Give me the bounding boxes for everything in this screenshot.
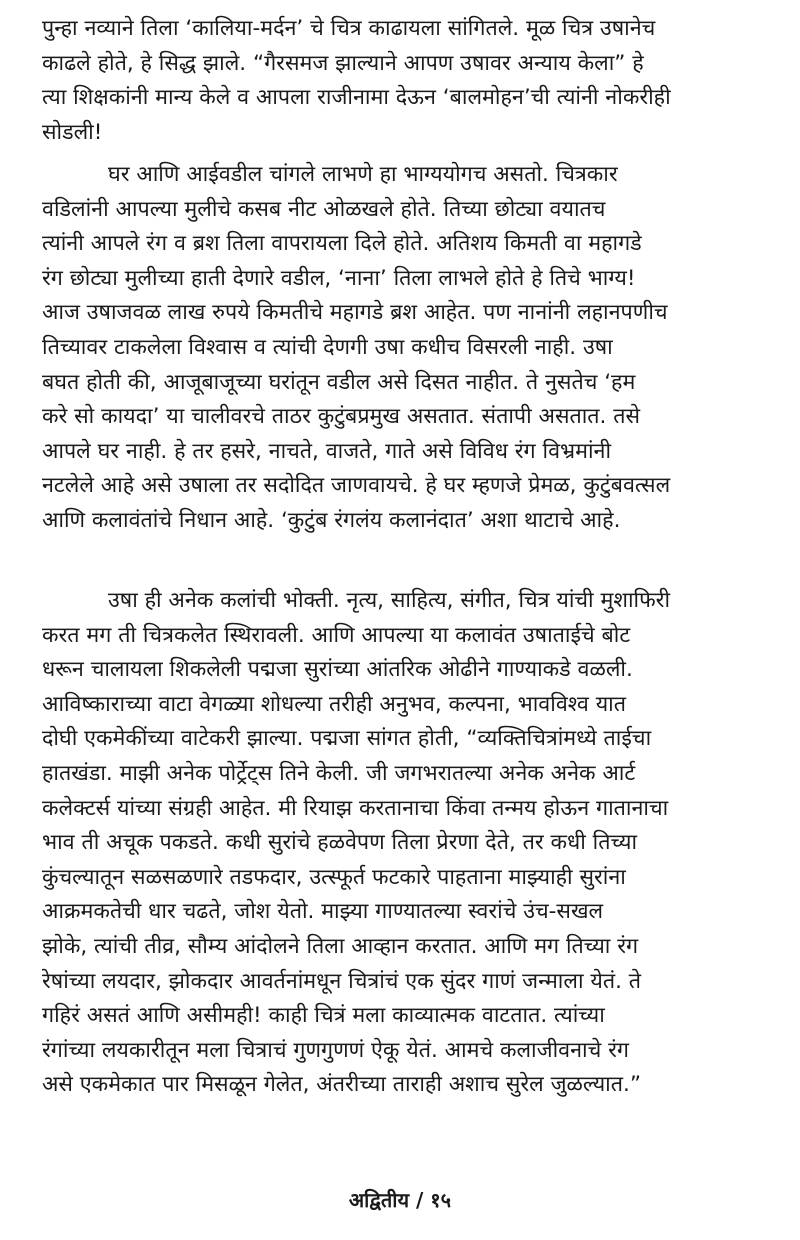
text-line: नटलेले आहे असे उषाला तर सदोदित जाणवायचे. हे घर म्हणजे प्रेमळ, कुटुंबवत्सल <box>42 473 671 499</box>
text-line: त्यांनी आपले रंग व ब्रश तिला वापरायला दिले होते. अतिशय किमती वा महागडे <box>42 231 642 257</box>
text-line: आपले घर नाही. हे तर हसरे, नाचते, वाजते, गाते असे विविध रंग विभ्रमांनी <box>42 438 612 464</box>
text-line: करत मग ती चित्रकलेत स्थिरावली. आणि आपल्या या कलावंत उषाताईचे बोट <box>42 622 631 648</box>
text-line: भाव ती अचूक पकडते. कधी सुरांचे हळवेपण तिला प्रेरणा देते, तर कधी तिच्या <box>42 830 638 856</box>
text-line: आक्रमकतेची धार चढते, जोश येतो. माझ्या गाण्यातल्या स्वरांचे उंच-सखल <box>42 899 604 925</box>
paragraph-1 <box>42 12 758 150</box>
text-line: आज उषाजवळ लाख रुपये किमतीचे महागडे ब्रश आहेत. पण नानांनी लहानपणीच <box>42 300 668 326</box>
text-line: दोघी एकमेकींच्या वाटेकरी झाल्या. पद्मजा सांगत होती, “व्यक्तिचित्रांमध्ये ताईचा <box>42 726 652 752</box>
text-line: त्या शिक्षकांनी मान्य केले व आपला राजीनामा देऊन ‘बालमोहन’ची त्यांनी नोकरीही <box>42 85 671 111</box>
paragraph-2 <box>42 158 758 539</box>
text-line: धरून चालायला शिकलेली पद्मजा सुरांच्या आंतरिक ओढीने गाण्याकडे वळली. <box>42 657 633 683</box>
page-footer: अद्वितीय / १५ <box>348 1188 452 1212</box>
text-line: सोडली! <box>42 119 103 145</box>
text-line: पुन्हा नव्याने तिला ‘कालिया-मर्दन’ चे चित्र काढायला सांगितले. मूळ चित्र उषानेच <box>42 16 656 41</box>
text-line: रंगांच्या लयकारीतून मला चित्राचं गुणगुणणं ऐकू येतं. आमचे कलाजीवनाचे रंग <box>42 1037 629 1063</box>
text-line: आणि कलावंतांचे निधान आहे. ‘कुटुंब रंगलंय कलानंदात’ अशा थाटाचे आहे. <box>42 507 621 533</box>
text-line: करे सो कायदा’ या चालीवरचे ताठर कुटुंबप्रमुख असतात. संतापी असतात. तसे <box>42 404 641 430</box>
text-line: तिच्यावर टाकलेला विश्वास व त्यांची देणगी उषा कधीच विसरली नाही. उषा <box>42 334 613 360</box>
text-line: रेषांच्या लयदार, झोकदार आवर्तनांमधून चित्रांचं एक सुंदर गाणं जन्माला येतं. ते <box>42 968 642 994</box>
text-line: घर आणि आईवडील चांगले लाभणे हा भाग्ययोगच असतो. चित्रकार <box>108 162 618 187</box>
text-line: कलेक्टर्स यांच्या संग्रही आहेत. मी रियाझ करतानाचा किंवा तन्मय होऊन गातानाचा <box>42 795 669 821</box>
paragraph-3 <box>42 584 758 1103</box>
text-line: झोके, त्यांची तीव्र, सौम्य आंदोलने तिला आव्हान करतात. आणि मग तिच्या रंग <box>42 933 639 959</box>
text-line: बघत होती की, आजूबाजूच्या घरांतून वडील असे दिसत नाहीत. ते नुसतेच ‘हम <box>42 369 636 395</box>
text-line: गहिरं असतं आणि असीमही! काही चित्रं मला काव्यात्मक वाटतात. त्यांच्या <box>42 1003 605 1029</box>
text-line: काढले होते, हे सिद्ध झाले. “गैरसमज झाल्याने आपण उषावर अन्याय केला” हे <box>42 50 644 76</box>
text-line: वडिलांनी आपल्या मुलीचे कसब नीट ओळखले होते. तिच्या छोट्या वयातच <box>42 196 606 222</box>
text-line: हातखंडा. माझी अनेक पोर्ट्रेट्स तिने केली. जी जगभरातल्या अनेक अनेक आर्ट <box>42 760 636 786</box>
text-line: असे एकमेकात पार मिसळून गेलेत, अंतरीच्या ताराही अशाच सुरेल जुळल्यात.” <box>42 1072 641 1098</box>
text-line: कुंचल्यातून सळसळणारे तडफदार, उत्स्फूर्त फटकारे पाहताना माझ्याही सुरांना <box>42 864 626 890</box>
text-line: रंग छोट्या मुलीच्या हाती देणारे वडील, ‘नाना’ तिला लाभले होते हे तिचे भाग्य! <box>42 265 636 291</box>
text-line: उषा ही अनेक कलांची भोक्ती. नृत्य, साहित्य, संगीत, चित्र यांची मुशाफिरी <box>108 588 671 613</box>
text-line: आविष्काराच्या वाटा वेगळ्या शोधल्या तरीही अनुभव, कल्पना, भावविश्व यात <box>42 691 627 717</box>
